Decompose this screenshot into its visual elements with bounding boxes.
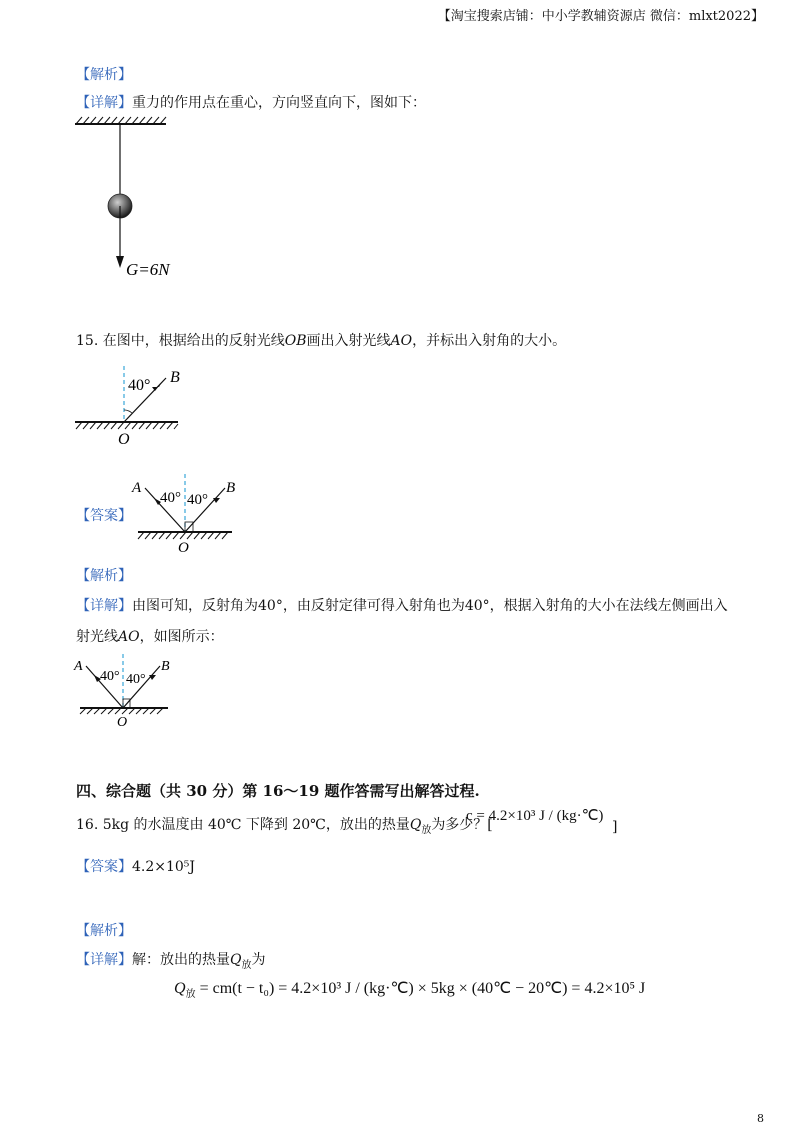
force-label: G=6N <box>126 260 170 279</box>
reflection-diagram-answer <box>130 472 240 558</box>
detail-q15-line1: 【详解】由图可知，反射角为40°，由反射定律可得入射角也为40°，根据入射角的大小在法线左侧画出入 <box>76 598 728 614</box>
svg-text:A: A <box>74 659 83 674</box>
detail-q15-line2: 射光线AO，如图所示： <box>76 629 224 645</box>
jiexi-label-q16: 【解析】 <box>76 923 132 939</box>
svg-text:O: O <box>118 431 130 448</box>
detail-text: 重力的作用点在重心，方向竖直向下，图如下： <box>132 95 426 111</box>
bracket-close: ] <box>612 819 618 835</box>
svg-text:B: B <box>161 659 170 674</box>
detail-q16: 【详解】解：放出的热量$Q_放$为 <box>76 952 266 971</box>
detail-prefix: 【详解】 <box>76 95 132 111</box>
solution-equation: $Q_放 = cm(t - t_0) = 4.2\times 10^3$ J / (kg·℃) × 5kg × (40℃ − 20℃) = 4.2×10⁵ J <box>174 980 646 1001</box>
svg-text:O: O <box>178 540 189 556</box>
answer-label-q15: 【答案】 <box>76 508 132 524</box>
gravity-diagram <box>70 112 190 282</box>
answer-q16: 【答案】4.2×10⁵J <box>76 859 196 875</box>
svg-text:O: O <box>117 715 128 730</box>
svg-text:40°: 40° <box>128 377 151 394</box>
question-16: 16. 5kg 的水温度由 40℃ 下降到 20℃，放出的热量$Q_放$为多少？[ <box>76 817 493 836</box>
page-header: 【淘宝搜索店铺：中小学教辅资源店 微信：mlxt2022】 <box>437 9 764 24</box>
reflection-diagram-given <box>70 362 190 452</box>
jiexi-label-q14: 【解析】 <box>76 67 132 83</box>
svg-text:B: B <box>226 480 236 496</box>
svg-text:40°: 40° <box>160 490 181 506</box>
svg-text:A: A <box>132 480 142 496</box>
detail-q14 <box>76 94 426 112</box>
jiexi-label-q15: 【解析】 <box>76 568 132 584</box>
svg-text:40°: 40° <box>126 672 146 687</box>
reflection-diagram-analysis <box>70 652 180 732</box>
page-number: 8 <box>757 1112 764 1125</box>
svg-text:40°: 40° <box>100 669 120 684</box>
svg-text:B: B <box>170 369 180 386</box>
section-title: 四、综合题（共 30 分）第 16～19 题作答需写出解答过程. <box>76 782 480 800</box>
svg-text:40°: 40° <box>187 492 208 508</box>
question-15: 15. 在图中，根据给出的反射光线OB画出入射光线AO，并标出入射角的大小。 <box>76 333 567 349</box>
given-formula: c = 4.2×10³ J / (kg·℃) <box>466 808 604 824</box>
